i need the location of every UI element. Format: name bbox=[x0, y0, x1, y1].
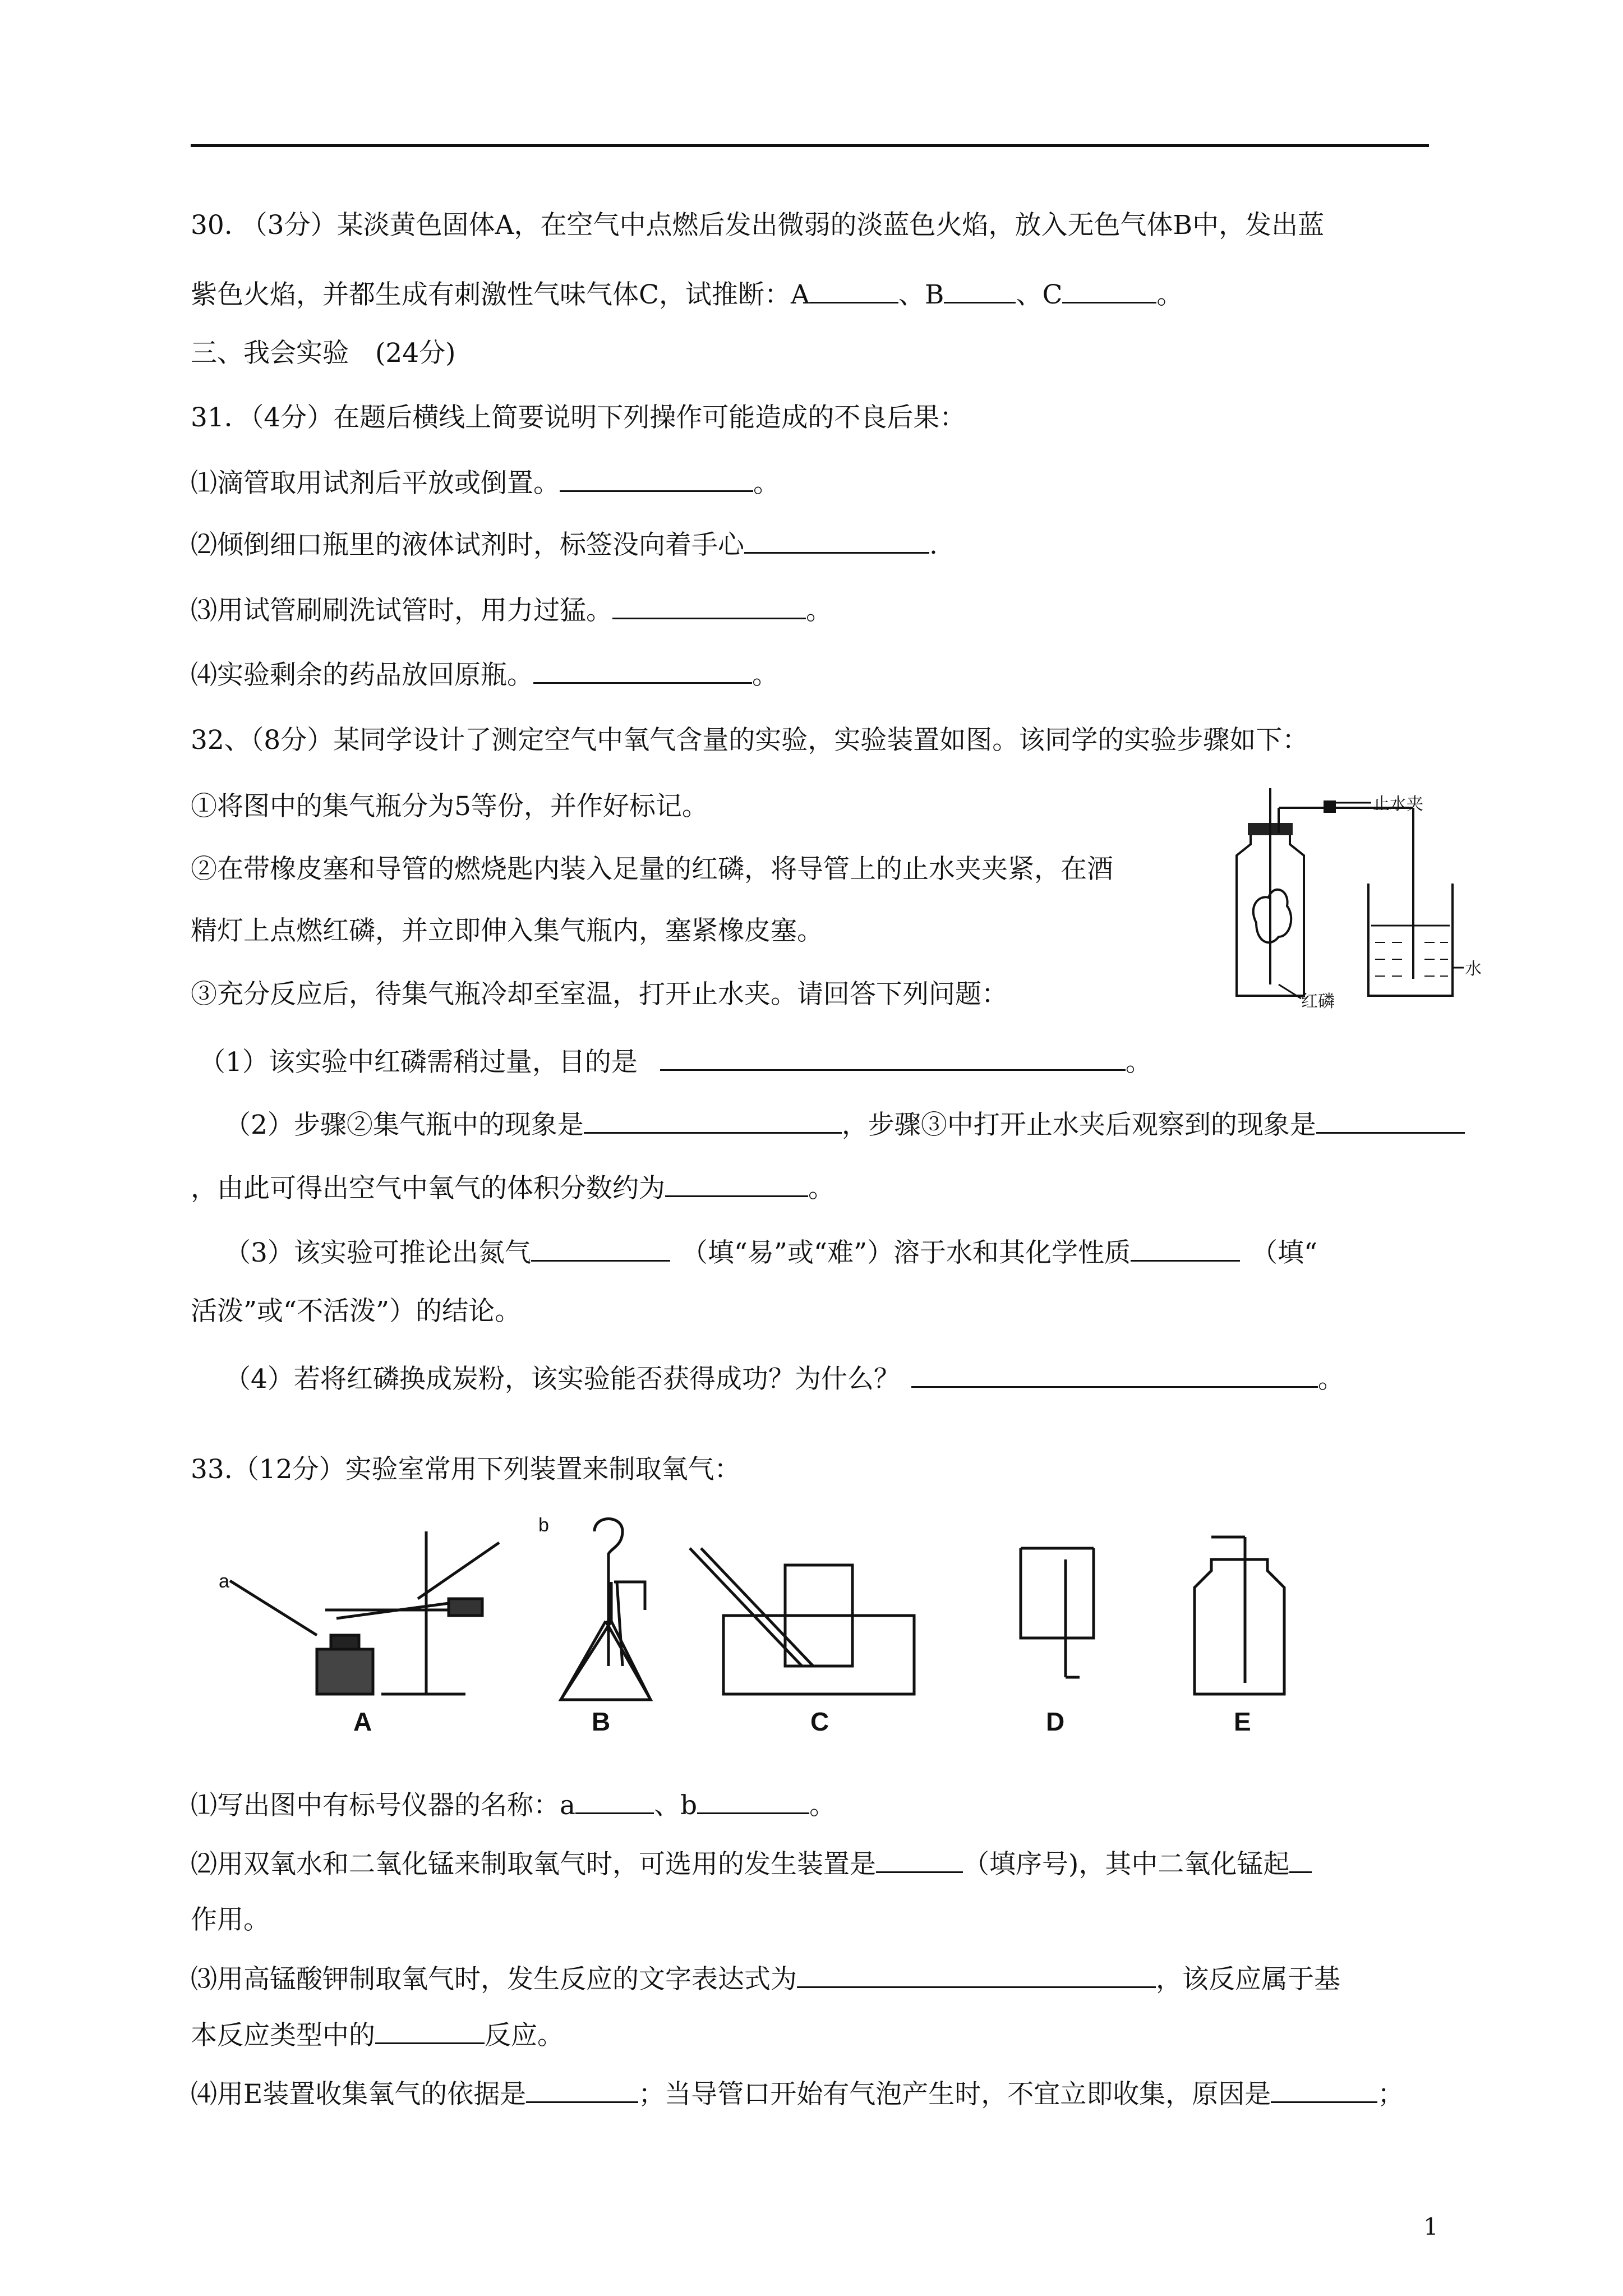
apparatus-label-e: E bbox=[1234, 1707, 1251, 1736]
q32-part3-text-b: （填“易”或“难”）溶于水和其化学性质 bbox=[681, 1237, 1131, 1268]
q30-line2-b: 、B bbox=[898, 279, 944, 310]
q32-part4-end: 。 bbox=[1317, 1364, 1344, 1395]
q31-item-2 bbox=[191, 526, 938, 562]
q32-blank-2c[interactable] bbox=[665, 1170, 808, 1197]
q32-part3 bbox=[224, 1234, 1317, 1270]
section-title: 三、我会实验 (24分) bbox=[191, 338, 456, 369]
apparatus-label-d: D bbox=[1046, 1707, 1065, 1736]
q33-sub4 bbox=[191, 2076, 1404, 2111]
q33-sub1 bbox=[191, 1787, 836, 1823]
q31-title: 31．（4分）在题后横线上简要说明下列操作可能造成的不良后果： bbox=[191, 402, 966, 433]
q33-blank-3b[interactable] bbox=[375, 2017, 485, 2044]
q31-item-4-end: 。 bbox=[752, 660, 778, 691]
q32-title: 32、（8分）某同学设计了测定空气中氧气含量的实验，实验装置如图。该同学的实验步骤如下： bbox=[191, 725, 1309, 756]
q31-item-3-text: ⑶用试管刷刷洗试管时，用力过猛。 bbox=[191, 595, 612, 626]
q33-blank-2b[interactable] bbox=[1289, 1846, 1312, 1873]
q33-sub4-end: ； bbox=[1377, 2079, 1404, 2110]
q31-item-2-end: . bbox=[929, 530, 938, 560]
q30-line2-c: 、C bbox=[1016, 279, 1063, 310]
q31-item-4-text: ⑷实验剩余的药品放回原瓶。 bbox=[191, 660, 533, 691]
apparatus-label-b: B bbox=[592, 1707, 611, 1736]
q30-line2-a: 紫色火焰，并都生成有刺激性气味气体C，试推断：A bbox=[191, 279, 810, 310]
water-label: 水 bbox=[1465, 960, 1482, 978]
apparatus-label-c: C bbox=[810, 1707, 829, 1736]
q32-blank-2a[interactable] bbox=[584, 1106, 842, 1134]
clamp-label: 止水夹 bbox=[1373, 795, 1423, 813]
q32-apparatus-figure bbox=[1217, 777, 1482, 1013]
q32-blank-2b[interactable] bbox=[1316, 1106, 1465, 1134]
q31-item-3 bbox=[191, 592, 832, 628]
marker-b-label: b bbox=[538, 1515, 549, 1536]
q31-blank-4[interactable] bbox=[533, 656, 752, 684]
q32-blank-3a[interactable] bbox=[531, 1234, 670, 1262]
q32-part4-text: （4）若将红磷换成炭粉，该实验能否获得成功？为什么？ bbox=[224, 1364, 900, 1395]
page-number: 1 bbox=[1423, 2213, 1438, 2240]
q31-item-3-end: 。 bbox=[806, 595, 832, 626]
q32-part3-text-c: （填“ bbox=[1251, 1237, 1318, 1268]
q33-sub3 bbox=[191, 1961, 1340, 1996]
q33-sub2 bbox=[191, 1846, 1312, 1881]
q30-line1: 30. （3分）某淡黄色固体A，在空气中点燃后发出微弱的淡蓝色火焰，放入无色气体B中，发出蓝 bbox=[191, 210, 1325, 241]
q33-blank-2a[interactable] bbox=[876, 1846, 963, 1873]
q30-line2-end: 。 bbox=[1156, 279, 1183, 310]
q31-item-1 bbox=[191, 464, 780, 500]
q32-part2-cont bbox=[191, 1170, 834, 1205]
answer-blank-a[interactable] bbox=[810, 276, 898, 303]
q31-item-1-text: ⑴滴管取用试剂后平放或倒置。 bbox=[191, 468, 560, 499]
q32-part2-text-a: （2）步骤②集气瓶中的现象是 bbox=[224, 1110, 584, 1140]
q32-part2-text-c: ，由此可得出空气中氧气的体积分数约为 bbox=[191, 1173, 665, 1204]
q33-sub3-text-a: ⑶用高锰酸钾制取氧气时，发生反应的文字表达式为 bbox=[191, 1964, 797, 1995]
q30-line2 bbox=[191, 276, 1183, 312]
q31-blank-3[interactable] bbox=[612, 592, 806, 619]
answer-blank-c[interactable] bbox=[1062, 276, 1156, 303]
q33-sub1-end: 。 bbox=[809, 1790, 836, 1821]
q33-blank-b[interactable] bbox=[697, 1787, 809, 1814]
q31-item-1-end: 。 bbox=[753, 468, 780, 499]
q33-sub1-text-b: 、b bbox=[654, 1790, 698, 1821]
q33-apparatus-figure bbox=[219, 1515, 1318, 1739]
q31-item-4 bbox=[191, 656, 778, 692]
q32-part1-end: 。 bbox=[1125, 1047, 1152, 1078]
q31-blank-2[interactable] bbox=[744, 526, 929, 554]
q33-sub4-text-b: ；当导管口开始有气泡产生时，不宜立即收集，原因是 bbox=[638, 2079, 1271, 2110]
marker-a-label: a bbox=[219, 1571, 229, 1592]
q31-item-2-text: ⑵倾倒细口瓶里的液体试剂时，标签没向着手心 bbox=[191, 530, 744, 560]
q33-sub2-text-a: ⑵用双氧水和二氧化锰来制取氧气时，可选用的发生装置是 bbox=[191, 1849, 876, 1880]
q33-sub1-text-a: ⑴写出图中有标号仪器的名称：a bbox=[191, 1790, 576, 1821]
q32-step3: ③充分反应后，待集气瓶冷却至室温，打开止水夹。请回答下列问题： bbox=[191, 979, 1008, 1010]
q32-blank-4[interactable] bbox=[911, 1360, 1318, 1388]
q32-step2a: ②在带橡皮塞和导管的燃烧匙内装入足量的红磷，将导管上的止水夹夹紧，在酒 bbox=[191, 854, 1113, 885]
q32-part3-cont: 活泼”或“不活泼”）的结论。 bbox=[191, 1296, 522, 1327]
q33-blank-3a[interactable] bbox=[797, 1961, 1156, 1988]
q32-part3-text-a: （3）该实验可推论出氮气 bbox=[224, 1237, 531, 1268]
q33-blank-4a[interactable] bbox=[526, 2076, 638, 2103]
q33-title: 33.（12分）实验室常用下列装置来制取氧气： bbox=[191, 1454, 741, 1485]
apparatus-label-a: A bbox=[353, 1707, 372, 1736]
q32-step2b: 精灯上点燃红磷，并立即伸入集气瓶内，塞紧橡皮塞。 bbox=[191, 915, 823, 946]
q32-part2 bbox=[224, 1106, 1465, 1142]
q31-blank-1[interactable] bbox=[560, 464, 753, 492]
q32-part2-text-b: ，步骤③中打开止水夹后观察到的现象是 bbox=[841, 1110, 1316, 1140]
q33-sub3-cont bbox=[191, 2017, 564, 2053]
q33-blank-a[interactable] bbox=[575, 1787, 654, 1814]
q32-blank-3b[interactable] bbox=[1131, 1234, 1240, 1262]
q33-blank-4b[interactable] bbox=[1271, 2076, 1377, 2103]
q33-sub4-text-a: ⑷用E装置收集氧气的依据是 bbox=[191, 2079, 527, 2110]
q33-sub3-text-d: 反应。 bbox=[485, 2020, 564, 2051]
q32-part2-end: 。 bbox=[808, 1173, 834, 1204]
q32-part1 bbox=[199, 1043, 1152, 1079]
header-rule bbox=[191, 144, 1429, 147]
q33-sub3-text-b: ，该反应属于基 bbox=[1156, 1964, 1340, 1995]
q32-step1: ①将图中的集气瓶分为5等份，并作好标记。 bbox=[191, 791, 708, 822]
q33-sub3-text-c: 本反应类型中的 bbox=[191, 2020, 375, 2051]
q32-part4 bbox=[224, 1360, 1344, 1396]
phosphorus-label: 红磷 bbox=[1301, 992, 1335, 1011]
q33-sub2-cont: 作用。 bbox=[191, 1904, 270, 1935]
answer-blank-b[interactable] bbox=[944, 276, 1016, 303]
q32-part1-text: （1）该实验中红磷需稍过量，目的是 bbox=[199, 1047, 638, 1078]
q32-blank-1[interactable] bbox=[660, 1043, 1126, 1071]
q33-sub2-text-b: （填序号)，其中二氧化锰起 bbox=[963, 1849, 1290, 1880]
